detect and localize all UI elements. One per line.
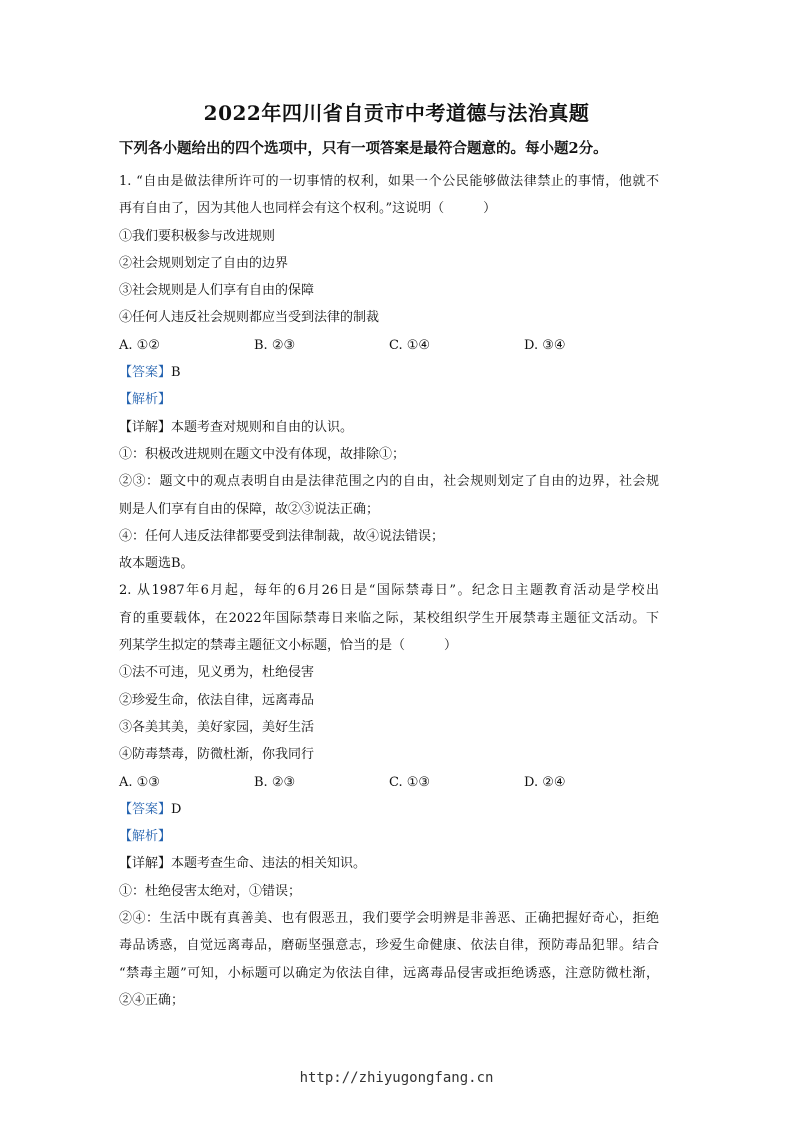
page-title: 2022年四川省自贡市中考道德与法治真题	[203, 101, 590, 125]
q2-stem-line: 育的重要载体，在2022年国际禁毒日来临之际，某校组织学生开展禁毒主题征文活动。下	[119, 610, 659, 626]
q1-option-d: D. ③④	[524, 337, 566, 353]
q2-option-a: A. ①③	[119, 774, 160, 790]
q2-detail-line: 【详解】本题考查生命、违法的相关知识。	[119, 856, 367, 872]
q1-detail-line: 则是人们享有自由的保障，故②③说法正确；	[119, 501, 380, 517]
q2-detail-line: 毒品诱惑，自觉远离毒品，磨砺坚强意志，珍爱生命健康、依法自律，预防毒品犯罪。结合	[119, 938, 659, 954]
q1-option-c: C. ①④	[389, 337, 431, 353]
q2-item: ①法不可违，见义勇为，杜绝侵害	[119, 665, 315, 681]
q2-detail-line: ②④：生活中既有真善美、也有假恶丑，我们要学会明辨是非善恶、正确把握好奇心，拒绝	[119, 911, 659, 927]
q1-item: ①我们要积极参与改进规则	[119, 228, 276, 244]
q2-options	[119, 769, 659, 796]
content-body	[119, 168, 659, 1014]
q1-stem-line: 再有自由了，因为其他人也同样会有这个权利。”这说明（ ）	[119, 201, 497, 217]
q1-detail-line: ①：积极改进规则在题文中没有体现，故排除①；	[119, 446, 406, 462]
q2-detail-line: ①：杜绝侵害太绝对，①错误；	[119, 883, 302, 899]
q1-item: ②社会规则划定了自由的边界	[119, 255, 289, 271]
answer-tag: 【答案】	[119, 365, 172, 381]
q2-option-d: D. ②④	[524, 774, 566, 790]
q2-stem-line: 列某学生拟定的禁毒主题征文小标题，恰当的是（ ）	[119, 638, 458, 654]
answer-value: B	[171, 365, 181, 381]
section-instructions: 下列各小题给出的四个选项中，只有一项答案是最符合题意的。每小题2分。	[119, 140, 608, 157]
q2-detail-line: “禁毒主题”可知，小标题可以确定为依法自律，远离毒品侵害或拒绝诱惑，注意防微杜渐，	[119, 965, 659, 981]
q2-stem-line: 2. 从1987年6月起，每年的6月26日是“国际禁毒日”。纪念日主题教育活动是学校出	[119, 583, 659, 599]
answer-tag: 【答案】	[119, 801, 172, 817]
q1-detail-line: ②③：题文中的观点表明自由是法律范围之内的自由，社会规则划定了自由的边界，社会规	[119, 474, 659, 490]
q2-analysis-tag: 【解析】	[119, 829, 172, 845]
q1-stem-line: 1. “自由是做法律所许可的一切事情的权利，如果一个公民能够做法律禁止的事情，他就不	[119, 174, 659, 189]
q1-item: ③社会规则是人们享有自由的保障	[119, 283, 315, 299]
q1-detail-line: 【详解】本题考查对规则和自由的认识。	[119, 419, 354, 435]
q1-detail-line: 故本题选B。	[119, 556, 194, 572]
q1-option-b: B. ②③	[254, 337, 296, 353]
q2-option-b: B. ②③	[254, 774, 296, 790]
q2-item: ④防毒禁毒，防微杜渐，你我同行	[119, 747, 315, 763]
q2-answer	[119, 796, 659, 823]
q1-answer	[119, 359, 659, 386]
footer-url[interactable]: http://zhiyugongfang.cn	[299, 1070, 494, 1086]
q2-item: ②珍爱生命，依法自律，远离毒品	[119, 692, 315, 708]
q2-detail-line: ②④正确；	[119, 992, 185, 1008]
q2-item: ③各美其美，美好家园，美好生活	[119, 719, 315, 735]
answer-value: D	[171, 801, 182, 817]
q1-item: ④任何人违反社会规则都应当受到法律的制裁	[119, 310, 380, 326]
q1-option-a: A. ①②	[119, 337, 160, 353]
q1-detail-line: ④：任何人违反法律都要受到法律制裁，故④说法错误；	[119, 528, 445, 544]
q1-options	[119, 332, 659, 359]
q1-analysis-tag: 【解析】	[119, 392, 172, 408]
q2-option-c: C. ①③	[389, 774, 431, 790]
